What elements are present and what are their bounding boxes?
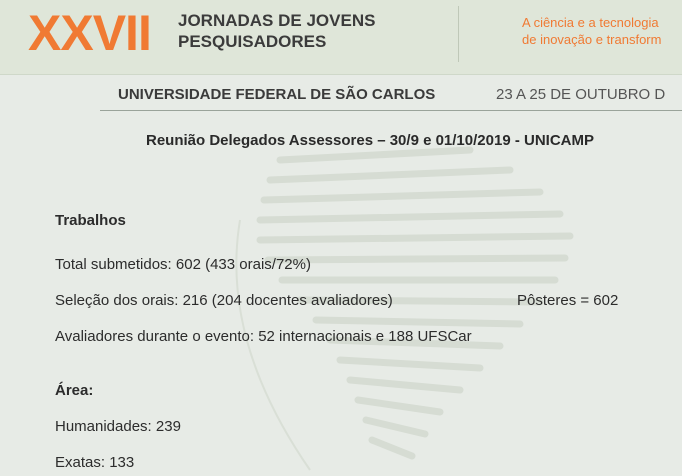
university-bar [0, 80, 682, 112]
posteres-text: Pôsteres = 602 [517, 292, 619, 309]
university-name: UNIVERSIDADE FEDERAL DE SÃO CARLOS [118, 86, 436, 103]
avaliadores-text: Avaliadores durante o evento: 52 internacionais e 188 UFSCar [55, 328, 472, 345]
event-title-line1: JORNADAS DE JOVENS [178, 11, 376, 30]
total-submetidos-text: Total submetidos: 602 (433 orais/72%) [55, 256, 311, 273]
event-dates: 23 A 25 DE OUTUBRO D [496, 86, 666, 103]
event-title-line2: PESQUISADORES [178, 32, 327, 51]
event-tagline [522, 14, 661, 48]
edition-logo: XXVII [28, 5, 151, 61]
meeting-title: Reunião Delegados Assessores – 30/9 e 01/10/2019 - UNICAMP [146, 132, 594, 149]
humanidades-text: Humanidades: 239 [55, 418, 181, 435]
header-divider [458, 6, 459, 62]
area-heading: Área: [55, 382, 94, 399]
selecao-orais-text: Seleção dos orais: 216 (204 docentes avaliadores) [55, 292, 393, 309]
exatas-text: Exatas: 133 [55, 454, 135, 471]
event-header [0, 0, 682, 75]
event-title [178, 10, 375, 52]
university-underline [100, 110, 682, 111]
tagline-line1: A ciência e a tecnologia [522, 15, 659, 30]
tagline-line2: de inovação e transform [522, 32, 662, 47]
trabalhos-heading: Trabalhos [55, 212, 126, 229]
